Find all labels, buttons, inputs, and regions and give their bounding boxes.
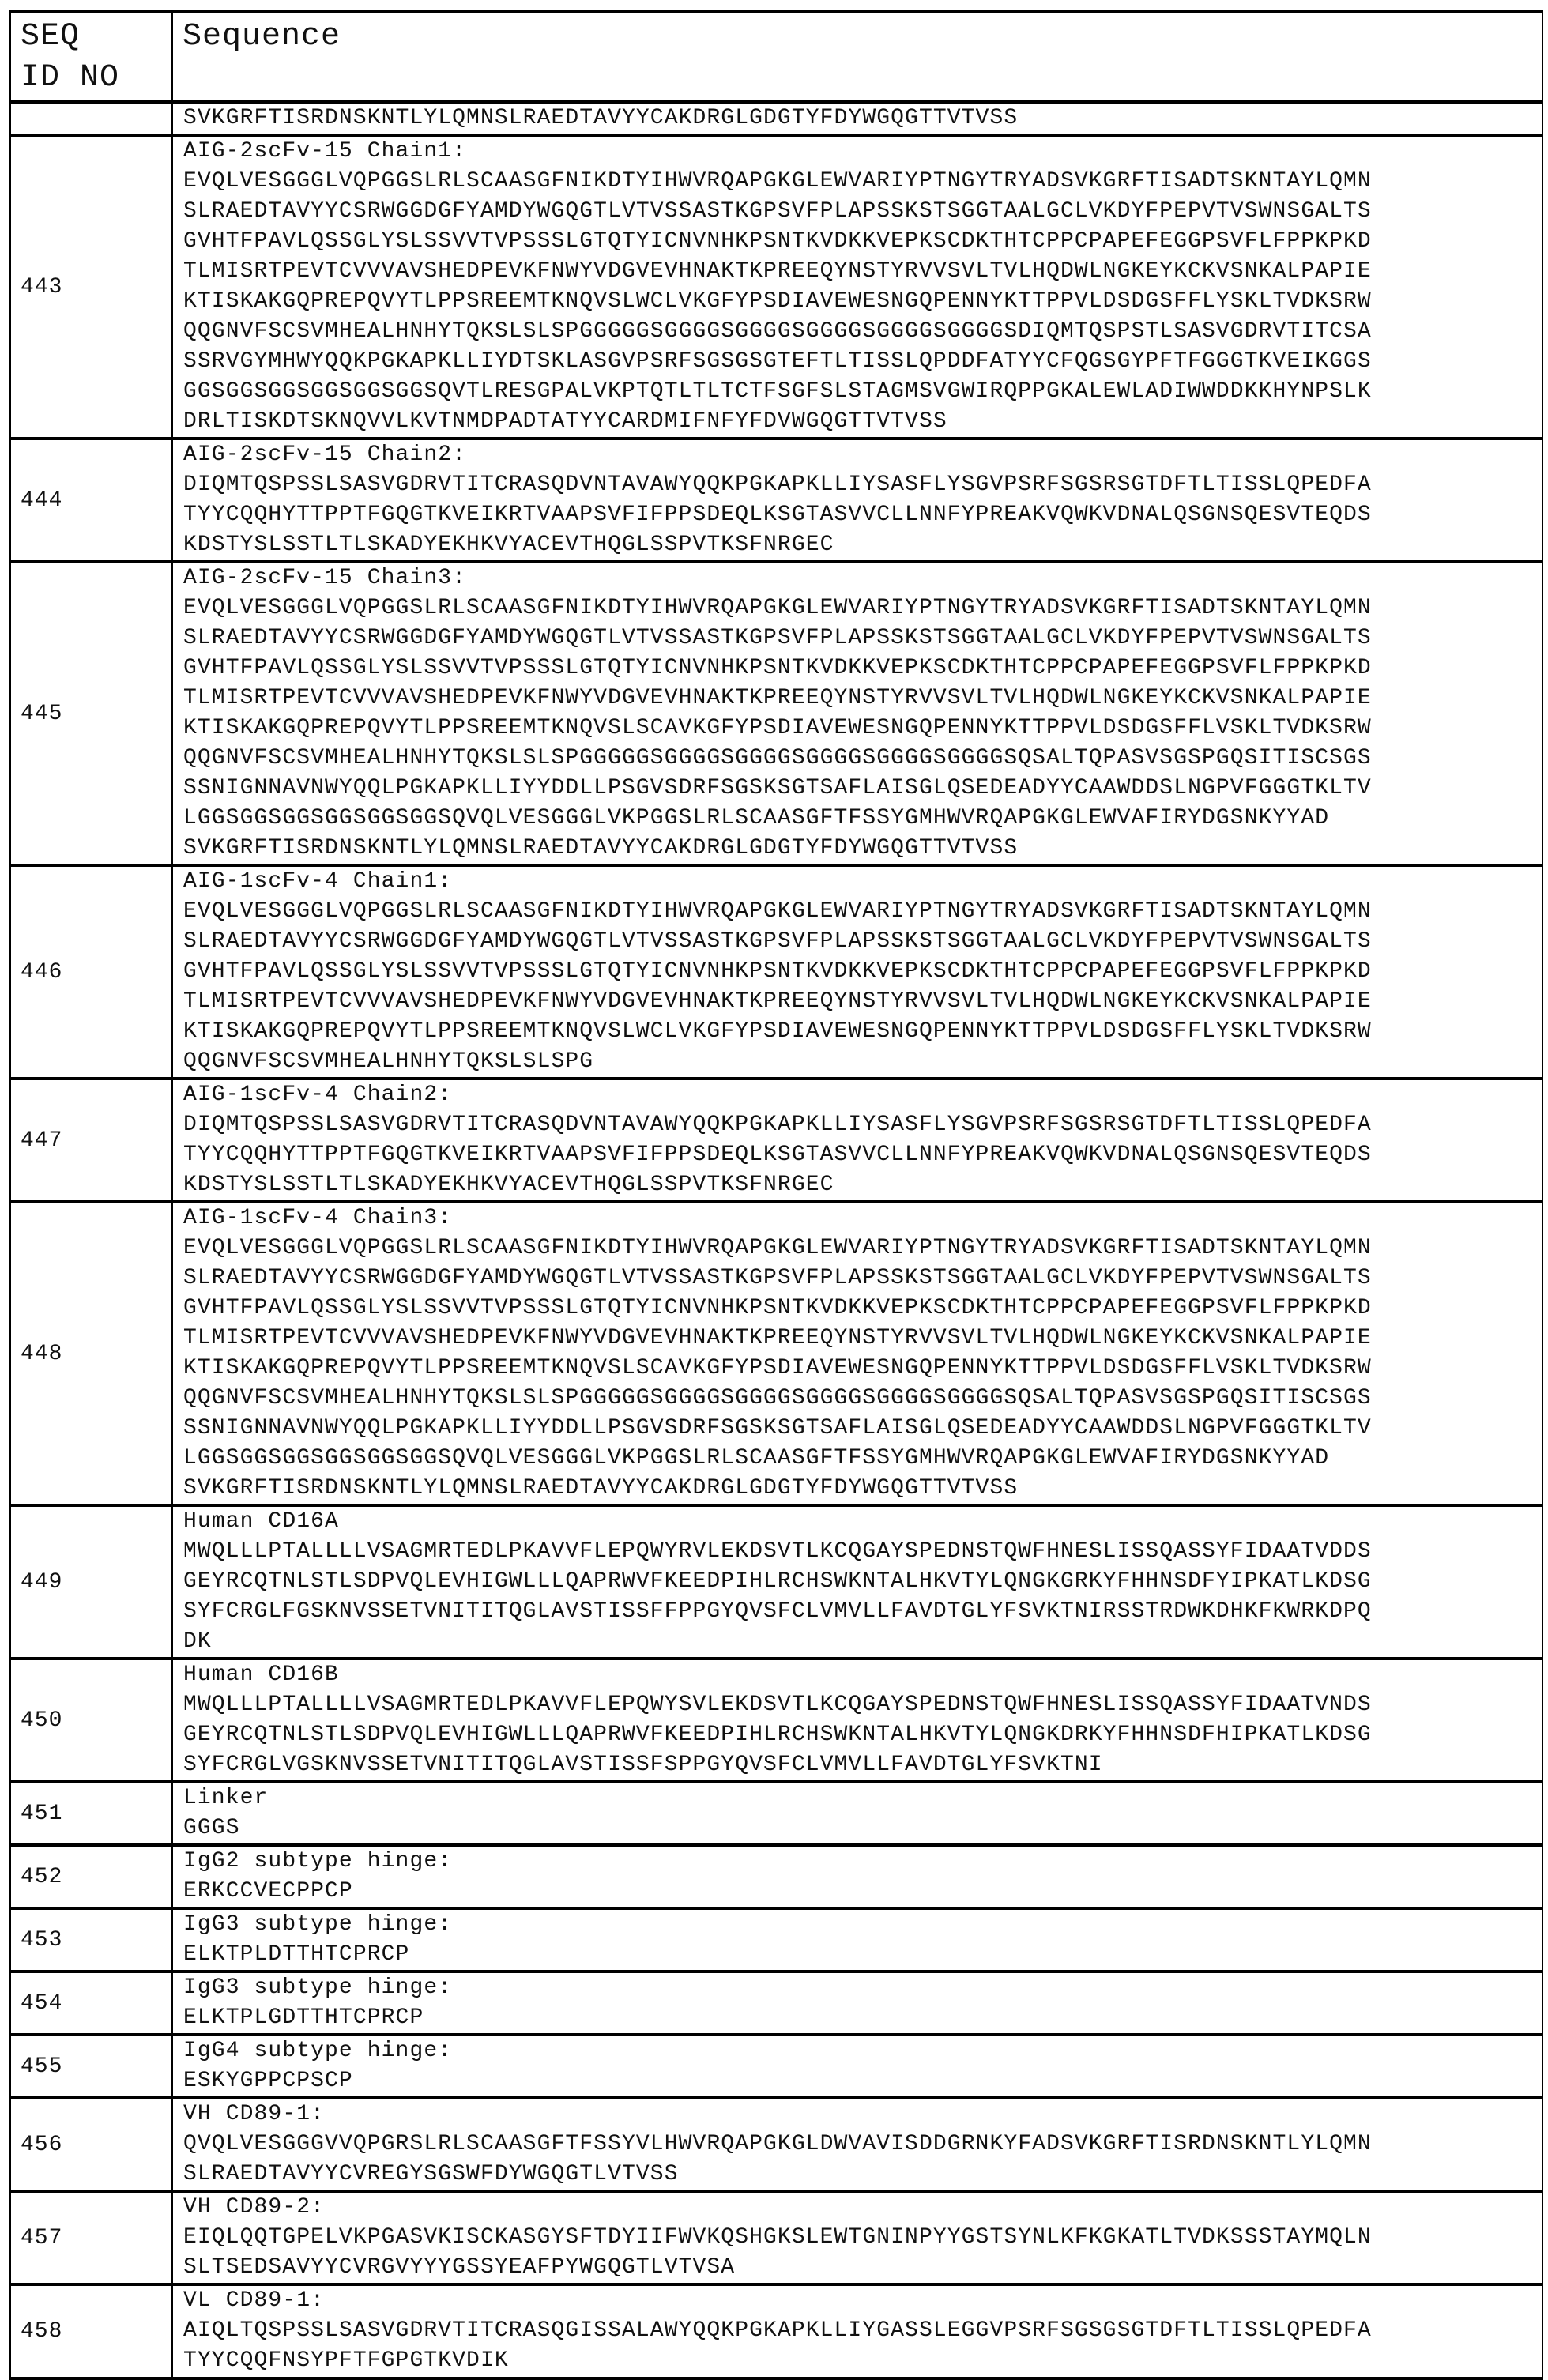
sequence-line: GEYRCQTNLSTLSDPVQLEVHIGWLLLQAPRWVFKEEDPIHLRCHSWKNTALHKVTYLQNGKGRKYFHHNSDFYIPKATLKDSG [183,1567,1542,1597]
sequence-line: DIQMTQSPSSLSASVGDRVTITCRASQDVNTAVAWYQQKPGKAPKLLIYSASFLYSGVPSRFSGSRSGTDFTLTISSLQPEDFA [183,1110,1542,1140]
sequence-line: AIQLTQSPSSLSASVGDRVTITCRASQGISSALAWYQQKPGKAPKLLIYGASSLEGGVPSRFSGSGSGTDFTLTISSLQPEDFA [183,2316,1542,2346]
sequence-cell [172,1908,1542,1971]
sequence-cell [172,439,1542,562]
seq-id-cell: 447 [10,1079,172,1202]
sequence-line: KDSTYSLSSTLTLSKADYEKHKVYACEVTHQGLSSPVTKSFNRGEC [183,530,1542,560]
sequence-line: ERKCCVECPPCP [183,1877,1542,1907]
sequence-label: AIG-1scFv-4 Chain1: [183,867,1542,897]
sequence-line: QQGNVFSCSVMHEALHNHYTQKSLSLSPGGGGGSGGGGSGGGGSGGGGSGGGGSGGGGSQSALTQPASVSGSPGQSITISCSGS [183,1384,1542,1414]
table-row [10,562,1542,865]
sequence-line: KTISKAKGQPREPQVYTLPPSREEMTKNQVSLSCAVKGFYPSDIAVEWESNGQPENNYKTTPPVLDSDGSFFLVSKLTVDKSRW [183,714,1542,744]
sequence-cell [172,1782,1542,1845]
sequence-label: Human CD16B [183,1660,1542,1690]
sequence-line: GVHTFPAVLQSSGLYSLSSVVTVPSSSLGTQTYICNVNHKPSNTKVDKKVEPKSCDKTHTCPPCPAPEFEGGPSVFLFPPKPKD [183,227,1542,257]
sequence-line: ELKTPLDTTHTCPRCP [183,1940,1542,1970]
sequence-line: KTISKAKGQPREPQVYTLPPSREEMTKNQVSLWCLVKGFYPSDIAVEWESNGQPENNYKTTPPVLDSDGSFFLYSKLTVDKSRW [183,1017,1542,1047]
sequence-line: ESKYGPPCPSCP [183,2066,1542,2096]
seq-id-cell [10,102,172,135]
sequence-label: AIG-1scFv-4 Chain2: [183,1080,1542,1110]
seq-id-cell: 445 [10,562,172,865]
sequence-line: QQGNVFSCSVMHEALHNHYTQKSLSLSPGGGGGSGGGGSGGGGSGGGGSGGGGSGGGGSDIQMTQSPSTLSASVGDRVTITCSA [183,317,1542,347]
sequence-line: DIQMTQSPSSLSASVGDRVTITCRASQDVNTAVAWYQQKPGKAPKLLIYSASFLYSGVPSRFSGSRSGTDFTLTISSLQPEDFA [183,470,1542,500]
seq-id-cell: 443 [10,135,172,439]
sequence-label: AIG-2scFv-15 Chain2: [183,440,1542,470]
sequence-label: AIG-2scFv-15 Chain3: [183,563,1542,593]
table-row [10,2098,1542,2191]
sequence-line: DRLTISKDTSKNQVVLKVTNMDPADTATYYCARDMIFNFYFDVWGQGTTVTVSS [183,407,1542,437]
sequence-line: LGGSGGSGGSGGSGGSGGSQVQLVESGGGLVKPGGSLRLSCAASGFTFSSYGMHWVRQAPGKGLEWVAFIRYDGSNKYYAD [183,1444,1542,1474]
table-row [10,1079,1542,1202]
sequence-line: SYFCRGLVGSKNVSSETVNITITQGLAVSTISSFSPPGYQVSFCLVMVLLFAVDTGLYFSVKTNI [183,1750,1542,1780]
table-row [10,1659,1542,1782]
sequence-line: TLMISRTPEVTCVVVAVSHEDPEVKFNWYVDGVEVHNAKTKPREEQYNSTYRVVSVLTVLHQDWLNGKEYKCKVSNKALPAPIE [183,987,1542,1017]
sequence-label: AIG-2scFv-15 Chain1: [183,137,1542,167]
seq-id-cell: 455 [10,2035,172,2098]
sequence-line: TLMISRTPEVTCVVVAVSHEDPEVKFNWYVDGVEVHNAKTKPREEQYNSTYRVVSVLTVLHQDWLNGKEYKCKVSNKALPAPIE [183,257,1542,287]
sequence-line: SLRAEDTAVYYCSRWGGDGFYAMDYWGQGTLVTVSSASTKGPSVFPLAPSSKSTSGGTAALGCLVKDYFPEPVTVSWNSGALTS [183,623,1542,653]
seq-id-cell: 446 [10,865,172,1079]
table-row [10,2191,1542,2284]
table-row [10,865,1542,1079]
sequence-line: SVKGRFTISRDNSKNTLYLQMNSLRAEDTAVYYCAKDRGLGDGTYFDYWGQGTTVTVSS [183,104,1542,134]
sequence-label: Human CD16A [183,1507,1542,1537]
sequence-label: VL CD89-1: [183,2286,1542,2316]
sequence-label: AIG-1scFv-4 Chain3: [183,1203,1542,1233]
seq-id-cell: 452 [10,1845,172,1908]
sequence-line: TYYCQQHYTTPPTFGQGTKVEIKRTVAAPSVFIFPPSDEQLKSGTASVVCLLNNFYPREAKVQWKVDNALQSGNSQESVTEQDS [183,500,1542,530]
sequence-cell [172,2098,1542,2191]
table-row [10,1971,1542,2035]
table-row [10,439,1542,562]
sequence-label: Linker [183,1783,1542,1813]
seq-id-cell: 448 [10,1202,172,1505]
seq-id-cell: 456 [10,2098,172,2191]
sequence-cell [172,1659,1542,1782]
sequence-line: QQGNVFSCSVMHEALHNHYTQKSLSLSPG [183,1047,1542,1077]
seq-id-cell: 449 [10,1505,172,1659]
sequence-line: SLTSEDSAVYYCVRGVYYYGSSYEAFPYWGQGTLVTVSA [183,2253,1542,2283]
table-row [10,2284,1542,2378]
table-row [10,1845,1542,1908]
sequence-line: SYFCRGLFGSKNVSSETVNITITQGLAVSTISSFFPPGYQVSFCLVMVLLFAVDTGLYFSVKTNIRSSTRDWKDHKFKWRKDPQ [183,1597,1542,1627]
seq-id-cell: 444 [10,439,172,562]
sequence-cell [172,2035,1542,2098]
sequence-line: GVHTFPAVLQSSGLYSLSSVVTVPSSSLGTQTYICNVNHKPSNTKVDKKVEPKSCDKTHTCPPCPAPEFEGGPSVFLFPPKPKD [183,653,1542,683]
sequence-line: DK [183,1627,1542,1657]
sequence-line: SLRAEDTAVYYCVREGYSGSWFDYWGQGTLVTVSS [183,2160,1542,2190]
sequence-line: GEYRCQTNLSTLSDPVQLEVHIGWLLLQAPRWVFKEEDPIHLRCHSWKNTALHKVTYLQNGKDRKYFHHNSDFHIPKATLKDSG [183,1720,1542,1750]
sequence-cell [172,102,1542,135]
header-sequence: Sequence [172,12,1542,102]
sequence-line: EVQLVESGGGLVQPGGSLRLSCAASGFNIKDTYIHWVRQAPGKGLEWVARIYPTNGYTRYADSVKGRFTISADTSKNTAYLQMN [183,593,1542,623]
sequence-cell [172,1845,1542,1908]
sequence-line: MWQLLLPTALLLLVSAGMRTEDLPKAVVFLEPQWYSVLEKDSVTLKCQGAYSPEDNSTQWFHNESLISSQASSYFIDAATVNDS [183,1690,1542,1720]
sequence-line: SSRVGYMHWYQQKPGKAPKLLIYDTSKLASGVPSRFSGSGSGTEFTLTISSLQPDDFATYYCFQGSGYPFTFGGGTKVEIKGGS [183,347,1542,377]
sequence-line: TLMISRTPEVTCVVVAVSHEDPEVKFNWYVDGVEVHNAKTKPREEQYNSTYRVVSVLTVLHQDWLNGKEYKCKVSNKALPAPIE [183,1324,1542,1354]
seq-id-cell: 453 [10,1908,172,1971]
sequence-label: VH CD89-2: [183,2193,1542,2223]
sequence-line: EVQLVESGGGLVQPGGSLRLSCAASGFNIKDTYIHWVRQAPGKGLEWVARIYPTNGYTRYADSVKGRFTISADTSKNTAYLQMN [183,897,1542,927]
sequence-line: KDSTYSLSSTLTLSKADYEKHKVYACEVTHQGLSSPVTKSFNRGEC [183,1170,1542,1200]
sequence-cell [172,1079,1542,1202]
seq-id-cell: 457 [10,2191,172,2284]
sequence-cell [172,562,1542,865]
sequence-cell [172,1202,1542,1505]
table-row [10,1505,1542,1659]
table-row [10,135,1542,439]
sequence-line: LGGSGGSGGSGGSGGSGGSQVQLVESGGGLVKPGGSLRLSCAASGFTFSSYGMHWVRQAPGKGLEWVAFIRYDGSNKYYAD [183,804,1542,834]
sequence-line: MWQLLLPTALLLLVSAGMRTEDLPKAVVFLEPQWYRVLEKDSVTLKCQGAYSPEDNSTQWFHNESLISSQASSYFIDAATVDDS [183,1537,1542,1567]
sequence-label: IgG4 subtype hinge: [183,2036,1542,2066]
sequence-line: SSNIGNNAVNWYQQLPGKAPKLLIYYDDLLPSGVSDRFSGSKSGTSAFLAISGLQSEDEADYYCAAWDDSLNGPVFGGGTKLTV [183,1414,1542,1444]
sequence-label: IgG3 subtype hinge: [183,1973,1542,2003]
sequence-cell [172,1971,1542,2035]
table-row [10,2035,1542,2098]
sequence-table [9,10,1543,2380]
sequence-label: IgG3 subtype hinge: [183,1910,1542,1940]
table-row [10,102,1542,135]
sequence-line: KTISKAKGQPREPQVYTLPPSREEMTKNQVSLWCLVKGFYPSDIAVEWESNGQPENNYKTTPPVLDSDGSFFLYSKLTVDKSRW [183,287,1542,317]
seq-id-cell: 454 [10,1971,172,2035]
sequence-line: SLRAEDTAVYYCSRWGGDGFYAMDYWGQGTLVTVSSASTKGPSVFPLAPSSKSTSGGTAALGCLVKDYFPEPVTVSWNSGALTS [183,197,1542,227]
table-row [10,1782,1542,1845]
sequence-line: TLMISRTPEVTCVVVAVSHEDPEVKFNWYVDGVEVHNAKTKPREEQYNSTYRVVSVLTVLHQDWLNGKEYKCKVSNKALPAPIE [183,683,1542,714]
sequence-line: TYYCQQFNSYPFTFGPGTKVDIK [183,2346,1542,2376]
sequence-label: VH CD89-1: [183,2099,1542,2130]
sequence-cell [172,2191,1542,2284]
sequence-line: SLRAEDTAVYYCSRWGGDGFYAMDYWGQGTLVTVSSASTKGPSVFPLAPSSKSTSGGTAALGCLVKDYFPEPVTVSWNSGALTS [183,1263,1542,1294]
sequence-line: KTISKAKGQPREPQVYTLPPSREEMTKNQVSLSCAVKGFYPSDIAVEWESNGQPENNYKTTPPVLDSDGSFFLVSKLTVDKSRW [183,1354,1542,1384]
sequence-line: QVQLVESGGGVVQPGRSLRLSCAASGFTFSSYVLHWVRQAPGKGLDWVAVISDDGRNKYFADSVKGRFTISRDNSKNTLYLQMN [183,2130,1542,2160]
sequence-line: SVKGRFTISRDNSKNTLYLQMNSLRAEDTAVYYCAKDRGLGDGTYFDYWGQGTTVTVSS [183,1474,1542,1504]
header-seq-id-no: SEQ ID NO [10,12,172,102]
sequence-line: GVHTFPAVLQSSGLYSLSSVVTVPSSSLGTQTYICNVNHKPSNTKVDKKVEPKSCDKTHTCPPCPAPEFEGGPSVFLFPPKPKD [183,957,1542,987]
sequence-cell [172,1505,1542,1659]
sequence-line: GGGS [183,1813,1542,1843]
sequence-line: SVKGRFTISRDNSKNTLYLQMNSLRAEDTAVYYCAKDRGLGDGTYFDYWGQGTTVTVSS [183,834,1542,864]
sequence-line: SLRAEDTAVYYCSRWGGDGFYAMDYWGQGTLVTVSSASTKGPSVFPLAPSSKSTSGGTAALGCLVKDYFPEPVTVSWNSGALTS [183,927,1542,957]
seq-id-cell: 458 [10,2284,172,2378]
sequence-line: QQGNVFSCSVMHEALHNHYTQKSLSLSPGGGGGSGGGGSGGGGSGGGGSGGGGSGGGGSQSALTQPASVSGSPGQSITISCSGS [183,744,1542,774]
table-row [10,1908,1542,1971]
seq-id-cell: 451 [10,1782,172,1845]
sequence-line: TYYCQQHYTTPPTFGQGTKVEIKRTVAAPSVFIFPPSDEQLKSGTASVVCLLNNFYPREAKVQWKVDNALQSGNSQESVTEQDS [183,1140,1542,1170]
sequence-cell [172,865,1542,1079]
sequence-line: SSNIGNNAVNWYQQLPGKAPKLLIYYDDLLPSGVSDRFSGSKSGTSAFLAISGLQSEDEADYYCAAWDDSLNGPVFGGGTKLTV [183,774,1542,804]
table-row [10,1202,1542,1505]
sequence-cell [172,2284,1542,2378]
sequence-label: IgG2 subtype hinge: [183,1847,1542,1877]
table-header [10,12,1542,102]
sequence-line: ELKTPLGDTTHTCPRCP [183,2003,1542,2033]
sequence-line: EIQLQQTGPELVKPGASVKISCKASGYSFTDYIIFWVKQSHGKSLEWTGNINPYYGSTSYNLKFKGKATLTVDKSSSTAYMQLN [183,2223,1542,2253]
seq-id-cell: 450 [10,1659,172,1782]
sequence-line: EVQLVESGGGLVQPGGSLRLSCAASGFNIKDTYIHWVRQAPGKGLEWVARIYPTNGYTRYADSVKGRFTISADTSKNTAYLQMN [183,1233,1542,1263]
sequence-line: GGSGGSGGSGGSGGSGGSQVTLRESGPALVKPTQTLTLTCTFSGFSLSTAGMSVGWIRQPPGKALEWLADIWWDDKKHYNPSLK [183,377,1542,407]
sequence-cell [172,135,1542,439]
sequence-line: EVQLVESGGGLVQPGGSLRLSCAASGFNIKDTYIHWVRQAPGKGLEWVARIYPTNGYTRYADSVKGRFTISADTSKNTAYLQMN [183,167,1542,197]
sequence-line: GVHTFPAVLQSSGLYSLSSVVTVPSSSLGTQTYICNVNHKPSNTKVDKKVEPKSCDKTHTCPPCPAPEFEGGPSVFLFPPKPKD [183,1294,1542,1324]
